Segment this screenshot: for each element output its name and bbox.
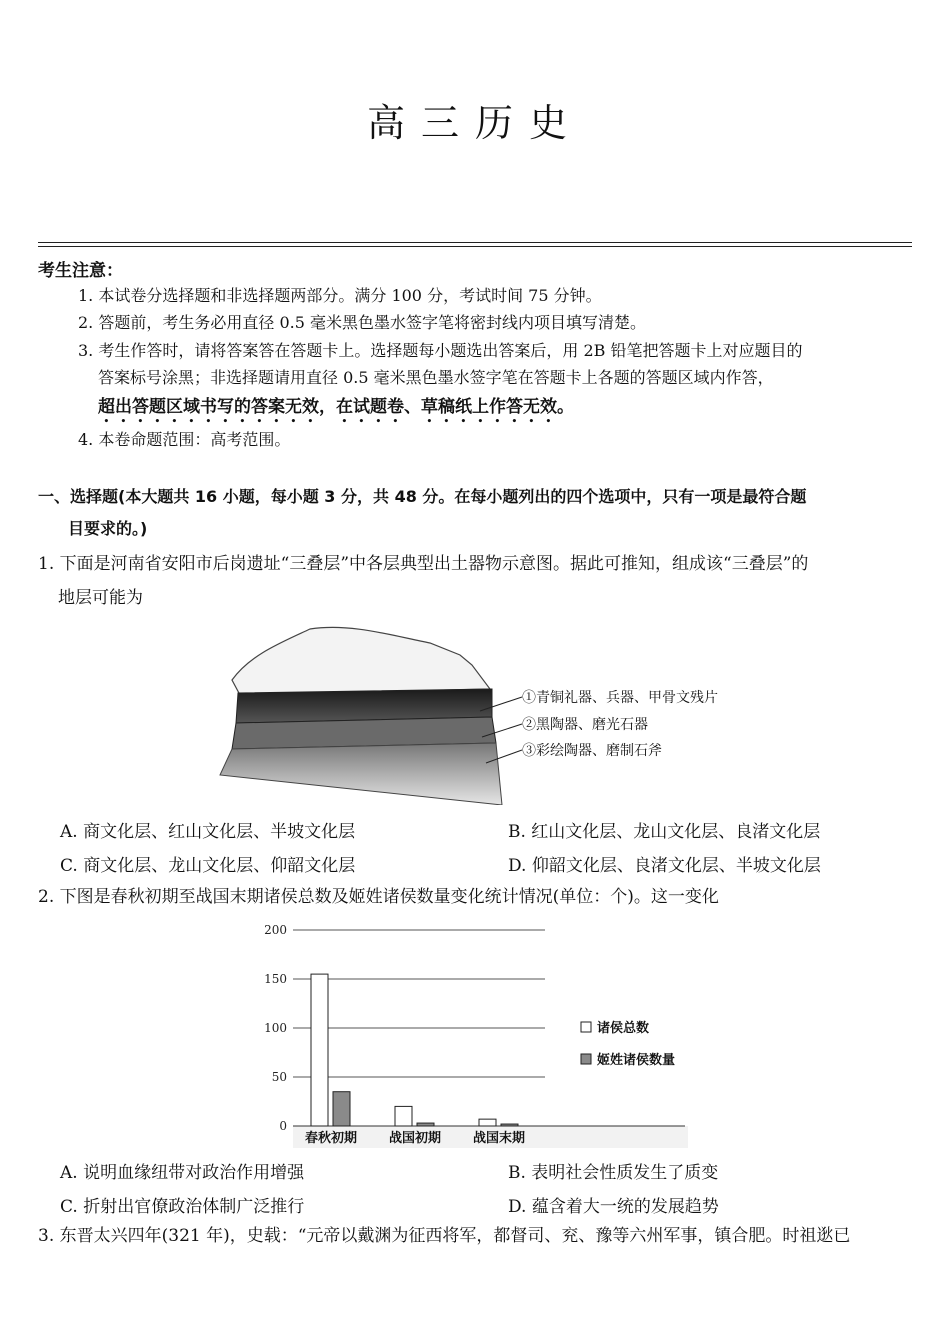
y-tick-label: 100 (264, 1021, 287, 1035)
x-tick-label: 战国初期 (388, 1131, 442, 1146)
notice-item-3-cont: 答案标号涂黑；非选择题请用直径 0.5 毫米黑色墨水签字笔在答题卡上各题的答题区域内作答， (98, 368, 774, 387)
q2-stem: 2. 下图是春秋初期至战国末期诸侯总数及姬姓诸侯数量变化统计情况(单位：个)。这一变化 (38, 887, 719, 907)
notice-heading: 考生注意： (38, 261, 123, 281)
layer-label-3: ③彩绘陶器、磨制石斧 (522, 743, 662, 759)
q1-stem: 1. 下面是河南省安阳市后岗遗址“三叠层”中各层典型出土器物示意图。据此可推知，组成该“三叠层”的 (38, 554, 809, 574)
y-tick-label: 150 (264, 972, 287, 986)
bar-ji (501, 1124, 518, 1126)
q1-option-a: A. 商文化层、红山文化层、半坡文化层 (60, 822, 356, 842)
q2-option-a: A. 说明血缘纽带对政治作用增强 (60, 1163, 305, 1183)
notice-item-3-emphasis: 超出答题区域书写的答案无效，在试题卷、草稿纸上作答无效。 (98, 397, 574, 417)
q2-option-d: D. 蕴含着大一统的发展趋势 (508, 1197, 719, 1217)
section-1-heading: 一、选择题(本大题共 16 小题，每小题 3 分，共 48 分。在每小题列出的四个选项中，只有一项是最符合题 (38, 487, 807, 506)
legend-label: 姬姓诸侯数量 (597, 1053, 676, 1068)
y-tick-label: 0 (279, 1119, 287, 1133)
x-tick-label: 春秋初期 (304, 1131, 358, 1146)
layer-label-1: ①青铜礼器、兵器、甲骨文残片 (522, 690, 718, 706)
y-tick-label: 50 (271, 1070, 287, 1084)
bar-total (311, 974, 328, 1126)
bar-total (479, 1119, 496, 1126)
legend-swatch (581, 1022, 591, 1032)
snow-top (232, 627, 490, 695)
q1-stem-cont: 地层可能为 (58, 588, 143, 608)
bar-ji (417, 1123, 434, 1126)
section-1-heading-cont: 目要求的。) (68, 519, 148, 538)
x-tick-label: 战国末期 (472, 1131, 526, 1146)
q2-option-c: C. 折射出官僚政治体制广泛推行 (60, 1197, 305, 1217)
legend-label: 诸侯总数 (597, 1021, 650, 1036)
notice-item-4: 4. 本卷命题范围：高考范围。 (78, 430, 291, 449)
top-rule-2 (38, 246, 912, 247)
layer-3 (220, 743, 502, 805)
bar-ji (333, 1092, 350, 1126)
top-rule (38, 242, 912, 243)
y-tick-label: 200 (264, 923, 287, 937)
stratigraphy-figure (210, 625, 740, 805)
bar-total (395, 1106, 412, 1126)
q1-option-b: B. 红山文化层、龙山文化层、良渚文化层 (508, 822, 821, 842)
layer-label-2: ②黑陶器、磨光石器 (522, 717, 648, 733)
bar-chart (255, 918, 695, 1150)
notice-item-2: 2. 答题前，考生务必用直径 0.5 毫米黑色墨水签字笔将密封线内项目填写清楚。 (78, 313, 646, 332)
notice-item-1: 1. 本试卷分选择题和非选择题两部分。满分 100 分，考试时间 75 分钟。 (78, 286, 602, 305)
q1-option-d: D. 仰韶文化层、良渚文化层、半坡文化层 (508, 856, 821, 876)
page-title: 高三历史 (366, 101, 583, 145)
legend-swatch (581, 1054, 591, 1064)
q2-option-b: B. 表明社会性质发生了质变 (508, 1163, 719, 1183)
q1-option-c: C. 商文化层、龙山文化层、仰韶文化层 (60, 856, 356, 876)
q3-stem: 3. 东晋太兴四年(321 年)，史载：“元帝以戴渊为征西将军，都督司、兖、豫等六州军事，镇合肥。时祖逖已 (38, 1226, 851, 1246)
notice-item-3: 3. 考生作答时，请将答案答在答题卡上。选择题每小题选出答案后，用 2B 铅笔把答题卡上对应题目的 (78, 341, 803, 360)
